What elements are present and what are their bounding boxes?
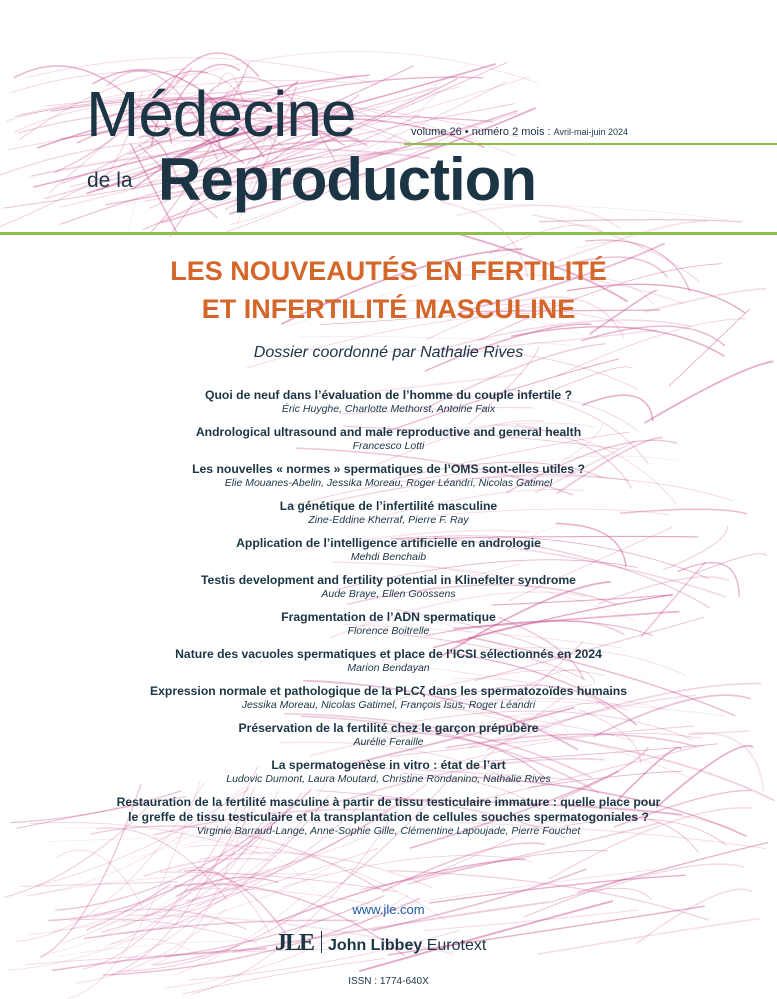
toc-item[interactable]: Quoi de neuf dans l’évaluation de l’homme du couple infertile ? Éric Huyghe, Charlotte Methorst, Antoine Faix	[204, 388, 573, 415]
header-rule-top	[404, 143, 777, 145]
toc-item[interactable]: Préservation de la fertilité chez le garçon prépubère Aurélie Feraille	[238, 721, 539, 748]
toc-item[interactable]: Andrological ultrasound and male reproductive and general health Francesco Lotti	[195, 425, 582, 452]
issn-number: ISSN : 1774-640X	[348, 976, 429, 987]
volume-info: volume 26 • numéro 2 mois : Avril-mai-juin 2024	[411, 126, 629, 138]
journal-title-medecine: Médecine	[86, 78, 356, 150]
toc-item[interactable]: Testis development and fertility potential in Klinefelter syndrome Aude Braye, Ellen Goossens	[201, 573, 576, 600]
toc-item[interactable]: Restauration de la fertilité masculine à partir de tissu testiculaire immature : quelle place pour le greffe de tissu testiculaire et la transplantation de cellules souches spermatogoniales ? Virginie Barraud-Lange, Anne-Sophie Gille, Clémentine Lapoujade, Pierre Fouchet	[116, 795, 661, 837]
publisher-logo: JLE John Libbey Eurotext	[275, 930, 487, 956]
toc-item[interactable]: Application de l’intelligence artificielle en andrologie Mehdi Benchaib	[236, 536, 541, 563]
journal-title-de-la: de la	[87, 169, 133, 192]
journal-title-reproduction: Reproduction	[158, 146, 536, 213]
toc-item[interactable]: Les nouvelles « normes » spermatiques de l’OMS sont-elles utiles ? Elie Mouanes-Abelin, Jessika Moreau, Roger Léandri, Nicolas Gatimel	[192, 462, 585, 489]
toc-item[interactable]: La spermatogenèse in vitro : état de l’art Ludovic Dumont, Laura Moutard, Christine Rondanino, Nathalie Rives	[226, 758, 551, 785]
toc-item[interactable]: Fragmentation de l’ADN spermatique Florence Boitrelle	[281, 610, 496, 637]
dossier-title-line1: LES NOUVEAUTÉS EN FERTILITÉ	[170, 256, 607, 286]
table-of-contents	[0, 388, 777, 847]
logo-divider	[321, 931, 322, 953]
header-rule-bottom	[0, 232, 777, 235]
dossier-title-line2: ET INFERTILITÉ MASCULINE	[201, 294, 576, 324]
website-link[interactable]: www.jle.com	[352, 902, 425, 917]
toc-item[interactable]: La génétique de l’infertilité masculine Zine-Eddine Kherraf, Pierre F. Ray	[279, 499, 498, 526]
toc-item[interactable]: Nature des vacuoles spermatiques et place de l’ICSI sélectionnés en 2024 Marion Bendayan	[175, 647, 602, 674]
jle-logo-mark: JLE	[275, 930, 314, 956]
dossier-coordinator: Dossier coordonné par Nathalie Rives	[253, 344, 524, 361]
toc-item[interactable]: Expression normale et pathologique de la PLCζ dans les spermatozoïdes humains Jessika Moreau, Nicolas Gatimel, François Isus, Roger Léandri	[150, 684, 627, 711]
